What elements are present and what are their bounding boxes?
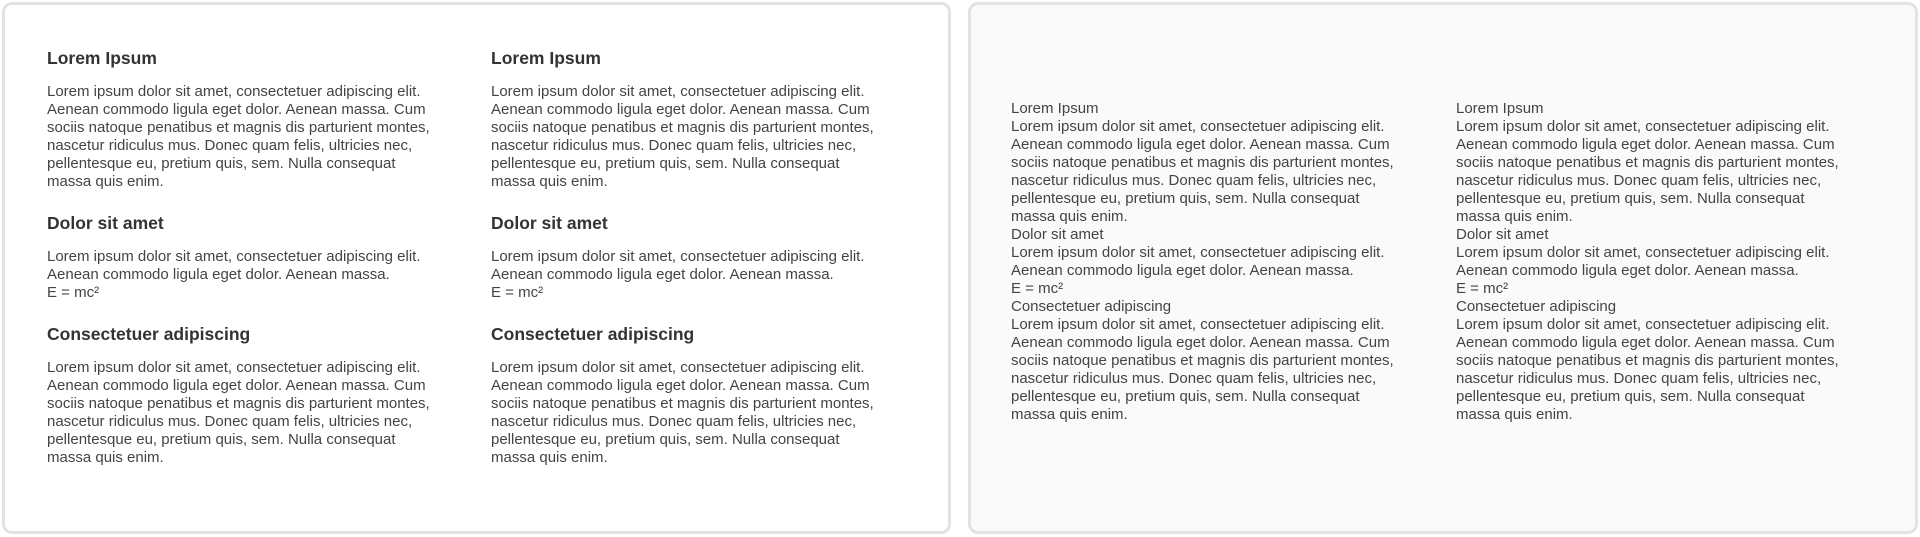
paragraph-line: Aenean commodo ligula eget dolor. Aenean massa. Cum — [47, 377, 426, 394]
section-paragraph — [491, 83, 921, 191]
plain-column — [1011, 100, 1441, 424]
paragraph-line: massa quis enim. — [491, 173, 608, 190]
section-heading: Consectetuer adipiscing — [491, 324, 695, 344]
plain-text-line: Dolor sit amet — [1456, 226, 1549, 243]
plain-text-line: massa quis enim. — [1456, 208, 1573, 225]
plain-text-line: Lorem Ipsum — [1456, 100, 1544, 117]
section-paragraph — [47, 83, 477, 191]
plain-text-line: Dolor sit amet — [1011, 226, 1104, 243]
plain-text-line: E = mc² — [1456, 280, 1509, 297]
plain-text-line: Lorem ipsum dolor sit amet, consectetuer adipiscing elit. — [1011, 244, 1385, 261]
section-paragraph — [491, 248, 921, 302]
plain-text-line: nascetur ridiculus mus. Donec quam felis, ultricies nec, — [1011, 172, 1377, 189]
paragraph-line: Aenean commodo ligula eget dolor. Aenean massa. Cum — [491, 101, 870, 118]
plain-text-line: Consectetuer adipiscing — [1456, 298, 1617, 315]
paragraph-line: Lorem ipsum dolor sit amet, consectetuer adipiscing elit. — [491, 83, 865, 100]
plain-text-line: Aenean commodo ligula eget dolor. Aenean massa. Cum — [1011, 334, 1390, 351]
styled-text-panel — [2, 2, 951, 534]
text-section — [47, 213, 477, 302]
section-paragraph — [47, 359, 477, 467]
plain-text-line: Lorem ipsum dolor sit amet, consectetuer adipiscing elit. — [1011, 316, 1385, 333]
plain-text-line: massa quis enim. — [1456, 406, 1573, 423]
section-paragraph — [47, 248, 477, 302]
text-section — [491, 48, 921, 191]
paragraph-line: pellentesque eu, pretium quis, sem. Nulla consequat — [47, 155, 396, 172]
paragraph-line: Lorem ipsum dolor sit amet, consectetuer adipiscing elit. — [491, 359, 865, 376]
section-heading: Dolor sit amet — [47, 213, 164, 233]
paragraph-line: nascetur ridiculus mus. Donec quam felis, ultricies nec, — [47, 137, 413, 154]
section-heading: Lorem Ipsum — [47, 48, 157, 68]
plain-text-line: E = mc² — [1011, 280, 1064, 297]
text-section — [47, 48, 477, 191]
plain-text-line: sociis natoque penatibus et magnis dis parturient montes, — [1011, 154, 1394, 171]
plain-text-line: Aenean commodo ligula eget dolor. Aenean massa. — [1456, 262, 1799, 279]
paragraph-line: sociis natoque penatibus et magnis dis parturient montes, — [47, 119, 430, 136]
plain-text-line: Lorem Ipsum — [1011, 100, 1099, 117]
paragraph-line: E = mc² — [47, 284, 100, 301]
plain-text-line: Lorem ipsum dolor sit amet, consectetuer adipiscing elit. — [1456, 244, 1830, 261]
section-heading: Dolor sit amet — [491, 213, 608, 233]
plain-text-line: pellentesque eu, pretium quis, sem. Nulla consequat — [1011, 190, 1360, 207]
paragraph-line: massa quis enim. — [47, 449, 164, 466]
styled-column — [47, 48, 477, 467]
plain-text-line: Lorem ipsum dolor sit amet, consectetuer adipiscing elit. — [1011, 118, 1385, 135]
paragraph-line: nascetur ridiculus mus. Donec quam felis, ultricies nec, — [47, 413, 413, 430]
paragraph-line: pellentesque eu, pretium quis, sem. Nulla consequat — [47, 431, 396, 448]
section-paragraph — [491, 359, 921, 467]
paragraph-line: Aenean commodo ligula eget dolor. Aenean massa. — [47, 266, 390, 283]
plain-text-line: nascetur ridiculus mus. Donec quam felis, ultricies nec, — [1011, 370, 1377, 387]
plain-text-line: Lorem ipsum dolor sit amet, consectetuer adipiscing elit. — [1456, 118, 1830, 135]
plain-text-line: nascetur ridiculus mus. Donec quam felis, ultricies nec, — [1456, 370, 1822, 387]
plain-text-line: massa quis enim. — [1011, 208, 1128, 225]
paragraph-line: massa quis enim. — [491, 449, 608, 466]
plain-text-line: Aenean commodo ligula eget dolor. Aenean massa. Cum — [1456, 334, 1835, 351]
plain-text-line: sociis natoque penatibus et magnis dis parturient montes, — [1456, 154, 1839, 171]
plain-column — [1456, 100, 1886, 424]
paragraph-line: Aenean commodo ligula eget dolor. Aenean massa. — [491, 266, 834, 283]
plain-text-panel — [968, 2, 1918, 534]
section-heading: Lorem Ipsum — [491, 48, 601, 68]
paragraph-line: nascetur ridiculus mus. Donec quam felis, ultricies nec, — [491, 137, 857, 154]
paragraph-line: Lorem ipsum dolor sit amet, consectetuer adipiscing elit. — [47, 248, 421, 265]
text-section — [491, 324, 921, 467]
plain-text-line: sociis natoque penatibus et magnis dis parturient montes, — [1456, 352, 1839, 369]
text-section — [47, 324, 477, 467]
paragraph-line: Aenean commodo ligula eget dolor. Aenean massa. Cum — [47, 101, 426, 118]
plain-text-line: pellentesque eu, pretium quis, sem. Nulla consequat — [1011, 388, 1360, 405]
section-heading: Consectetuer adipiscing — [47, 324, 251, 344]
plain-text-line: pellentesque eu, pretium quis, sem. Nulla consequat — [1456, 190, 1805, 207]
paragraph-line: nascetur ridiculus mus. Donec quam felis, ultricies nec, — [491, 413, 857, 430]
plain-text-line: Consectetuer adipiscing — [1011, 298, 1172, 315]
paragraph-line: Lorem ipsum dolor sit amet, consectetuer adipiscing elit. — [491, 248, 865, 265]
plain-text-line: pellentesque eu, pretium quis, sem. Nulla consequat — [1456, 388, 1805, 405]
plain-text-line: Aenean commodo ligula eget dolor. Aenean massa. — [1011, 262, 1354, 279]
styled-column — [491, 48, 921, 467]
plain-text-line: sociis natoque penatibus et magnis dis parturient montes, — [1011, 352, 1394, 369]
plain-text-line: massa quis enim. — [1011, 406, 1128, 423]
paragraph-line: Lorem ipsum dolor sit amet, consectetuer adipiscing elit. — [47, 359, 421, 376]
paragraph-line: sociis natoque penatibus et magnis dis parturient montes, — [47, 395, 430, 412]
paragraph-line: E = mc² — [491, 284, 544, 301]
plain-text-line: Aenean commodo ligula eget dolor. Aenean massa. Cum — [1456, 136, 1835, 153]
paragraph-line: Aenean commodo ligula eget dolor. Aenean massa. Cum — [491, 377, 870, 394]
paragraph-line: massa quis enim. — [47, 173, 164, 190]
plain-text-line: Lorem ipsum dolor sit amet, consectetuer adipiscing elit. — [1456, 316, 1830, 333]
paragraph-line: pellentesque eu, pretium quis, sem. Nulla consequat — [491, 155, 840, 172]
paragraph-line: Lorem ipsum dolor sit amet, consectetuer adipiscing elit. — [47, 83, 421, 100]
plain-text-line: nascetur ridiculus mus. Donec quam felis, ultricies nec, — [1456, 172, 1822, 189]
paragraph-line: pellentesque eu, pretium quis, sem. Nulla consequat — [491, 431, 840, 448]
paragraph-line: sociis natoque penatibus et magnis dis parturient montes, — [491, 119, 874, 136]
plain-text-line: Aenean commodo ligula eget dolor. Aenean massa. Cum — [1011, 136, 1390, 153]
text-section — [491, 213, 921, 302]
paragraph-line: sociis natoque penatibus et magnis dis parturient montes, — [491, 395, 874, 412]
